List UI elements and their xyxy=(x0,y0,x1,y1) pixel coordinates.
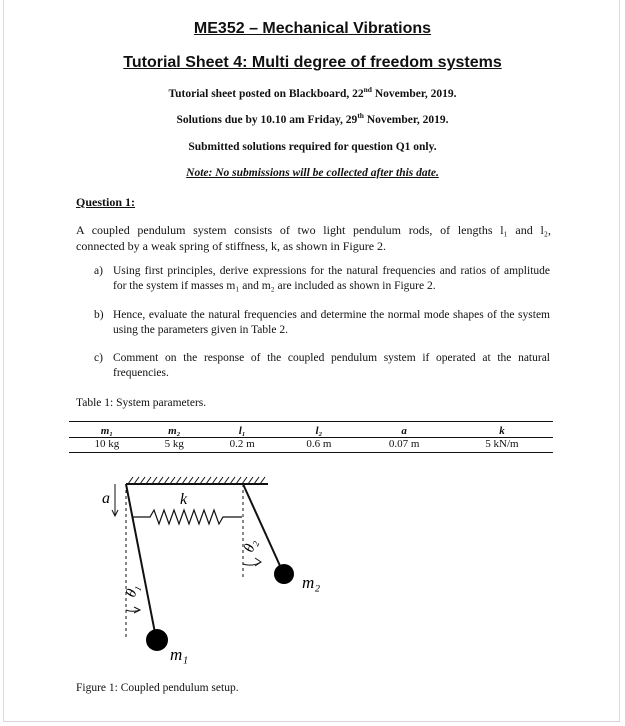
part-label: a) xyxy=(94,265,103,277)
question-part xyxy=(94,264,550,294)
part-text: Hence, evaluate the natural frequencies and determine the normal mode shapes of the system using the parameters given in Table 2. xyxy=(113,309,550,336)
question-intro-line: connected by a weak spring of stiffness, k, as shown in Figure 2. xyxy=(76,239,387,253)
table-header-cell: a xyxy=(401,425,407,437)
question-intro xyxy=(76,222,551,254)
question-intro-line: A coupled pendulum system consists of two light pendulum rods, of lengths l₁ and l₂, xyxy=(76,223,551,237)
table-cell: 0.6 m xyxy=(306,438,332,450)
part-text: Using first principles, derive expressions for the natural frequencies and ratios of amplitude for the system if masses m₁ and m₂ are included as shown in Figure 2. xyxy=(113,265,550,292)
table-header-cell: l₂ xyxy=(315,425,323,437)
part-label: b) xyxy=(94,309,104,321)
due-date: Solutions due by 10.10 am Friday, 29th November, 2019. xyxy=(176,111,449,126)
table-header-cell: k xyxy=(499,425,505,437)
posted-date: Tutorial sheet posted on Blackboard, 22nd November, 2019. xyxy=(168,85,457,100)
sheet-title: Tutorial Sheet 4: Multi degree of freedom systems xyxy=(123,54,502,71)
theta1-arrowhead xyxy=(134,607,140,613)
table-cell: 0.2 m xyxy=(229,438,255,450)
label-theta1: θ₁ xyxy=(123,582,143,600)
table-cell: 10 kg xyxy=(94,438,120,450)
mass-1 xyxy=(146,629,168,651)
theta2-arrowhead xyxy=(255,558,261,566)
table-row xyxy=(69,438,553,453)
no-submission-note: Note: No submissions will be collected after this date. xyxy=(186,167,439,179)
table-header-row xyxy=(69,422,553,438)
course-title: ME352 – Mechanical Vibrations xyxy=(193,20,432,37)
label-m2: m₂ xyxy=(302,573,321,592)
label-k: k xyxy=(180,491,188,508)
pendulum-rod-2 xyxy=(243,484,281,568)
parameters-table xyxy=(69,421,553,453)
question-heading: Question 1: xyxy=(76,195,136,209)
coupled-pendulum-figure xyxy=(70,470,330,675)
label-theta2: θ₂ xyxy=(241,537,261,555)
figure-caption: Figure 1: Coupled pendulum setup. xyxy=(76,682,239,694)
table-cell: 0.07 m xyxy=(388,438,420,450)
table-caption: Table 1: System parameters. xyxy=(76,397,207,409)
question-part xyxy=(94,308,550,338)
coupling-spring xyxy=(132,510,242,524)
part-label: c) xyxy=(94,352,103,364)
submission-requirement: Submitted solutions required for question Q1 only. xyxy=(188,141,437,153)
part-text: Comment on the response of the coupled pendulum system if operated at the natural frequencies. xyxy=(113,352,550,379)
ceiling-hatching xyxy=(128,477,265,484)
label-a: a xyxy=(102,490,110,507)
table-header-cell: m₁ xyxy=(100,425,114,437)
pendulum-rod-1 xyxy=(126,484,156,638)
table-header-cell: l₁ xyxy=(238,425,246,437)
mass-2 xyxy=(274,564,294,584)
question-part xyxy=(94,351,550,381)
table-header-cell: m₂ xyxy=(168,425,181,437)
table-cell: 5 kg xyxy=(164,438,184,450)
label-m1: m₁ xyxy=(170,645,189,664)
table-cell: 5 kN/m xyxy=(485,438,519,450)
